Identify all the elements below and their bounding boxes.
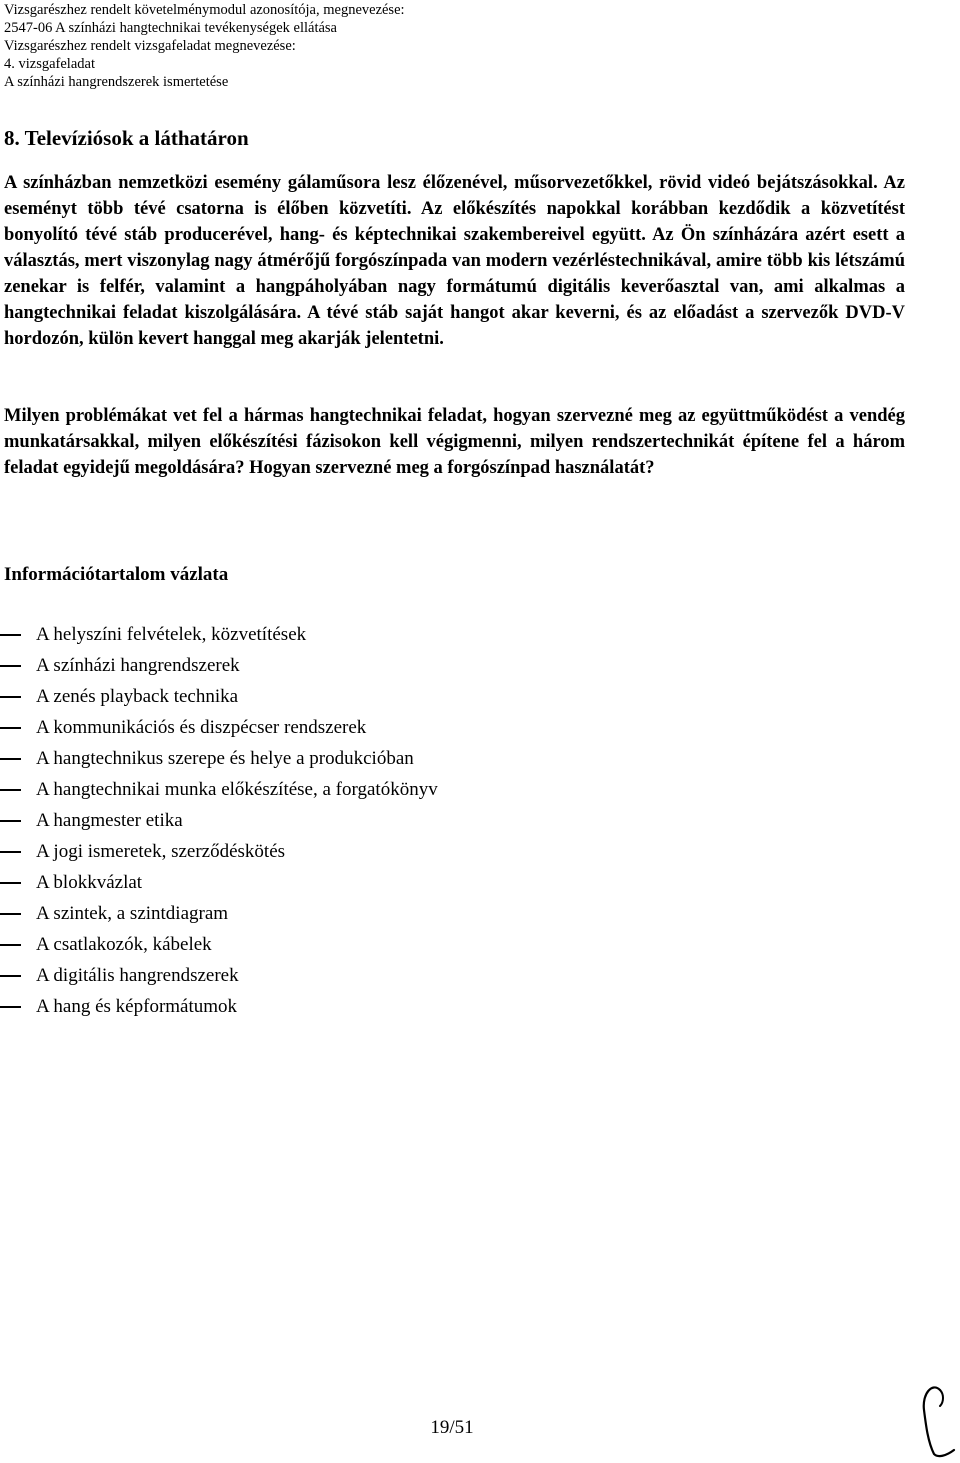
list-item-text: A csatlakozók, kábelek bbox=[36, 934, 212, 955]
info-section-title: Információtartalom vázlata bbox=[4, 564, 229, 585]
list-item-text: A szintek, a szintdiagram bbox=[36, 903, 229, 924]
header-line: 4. vizsgafeladat bbox=[4, 56, 95, 72]
header-line: Vizsgarészhez rendelt vizsgafeladat megnevezése: bbox=[4, 38, 296, 54]
list-item-text: A zenés playback technika bbox=[36, 686, 239, 707]
list-item-text: A helyszíni felvételek, közvetítések bbox=[36, 624, 307, 645]
task-questions: Milyen problémákat vet fel a hármas hangtechnikai feladat, hogyan szervezné meg az együttműködést a vendég munkatársakkal, milyen előkészítési fázisokon kell végigmenni, milyen rendszertechnikát építene fel a három feladat egyidejű megoldására? Hogyan szervezné meg a forgószínpad használatát? bbox=[4, 406, 905, 478]
dash-bullet-icon bbox=[0, 789, 21, 791]
list-item-text: A színházi hangrendszerek bbox=[36, 655, 240, 676]
document-header bbox=[4, 1, 405, 91]
dash-bullet-icon bbox=[0, 634, 21, 636]
dash-bullet-icon bbox=[0, 727, 21, 729]
dash-bullet-icon bbox=[0, 820, 21, 822]
header-line: 2547-06 A színházi hangtechnikai tevékenységek ellátása bbox=[4, 20, 337, 36]
dash-bullet-icon bbox=[0, 851, 21, 853]
page-number: 19/51 bbox=[430, 1417, 474, 1438]
list-item-text: A blokkvázlat bbox=[36, 872, 143, 893]
dash-bullet-icon bbox=[0, 665, 21, 667]
task-title: 8. Televíziósok a láthatáron bbox=[4, 126, 249, 150]
header-line: A színházi hangrendszerek ismertetése bbox=[4, 74, 229, 90]
list-item-text: A kommunikációs és diszpécser rendszerek bbox=[36, 717, 367, 738]
list-item-text: A hangmester etika bbox=[36, 810, 183, 831]
dash-bullet-icon bbox=[0, 882, 21, 884]
list-item-text: A digitális hangrendszerek bbox=[36, 965, 239, 986]
task-description: A színházban nemzetközi esemény gálaműsora lesz élőzenével, műsorvezetőkkel, rövid videó bejátszásokkal. Az eseményt több tévé csatorna is élőben közvetíti. Az előkészítés napokkal korábban kezdődik a közvetítést bonyolító tévé stáb producerével, hang- és képtechnikai szakembereivel együtt. Az Ön színházára azért esett a választás, mert viszonylag nagy átmérőjű forgószínpada van modern vezérléstechnikával, amire több kis létszámú zenekar is felfér, valamint a hangpáholyában nagy formátumú digitális keverőasztal van, ami alkalmas a hangtechnikai feladat kiszolgálására. A tévé stáb saját hangot akar keverni, és az előadást a szervezők DVD-V hordozón, külön kevert hanggal meg akarják jelentetni. bbox=[4, 173, 905, 349]
dash-bullet-icon bbox=[0, 696, 21, 698]
handwritten-initials-icon bbox=[914, 1380, 958, 1460]
list-item-text: A hang és képformátumok bbox=[36, 996, 238, 1017]
dash-bullet-icon bbox=[0, 1006, 21, 1008]
header-line: Vizsgarészhez rendelt követelménymodul azonosítója, megnevezése: bbox=[4, 2, 405, 18]
dash-bullet-icon bbox=[0, 944, 21, 946]
list-item-text: A hangtechnikai munka előkészítése, a forgatókönyv bbox=[36, 779, 438, 800]
dash-bullet-icon bbox=[0, 758, 21, 760]
list-item-text: A jogi ismeretek, szerződéskötés bbox=[36, 841, 286, 862]
dash-bullet-icon bbox=[0, 975, 21, 977]
dash-bullet-icon bbox=[0, 913, 21, 915]
list-item-text: A hangtechnikus szerepe és helye a produkcióban bbox=[36, 748, 414, 769]
